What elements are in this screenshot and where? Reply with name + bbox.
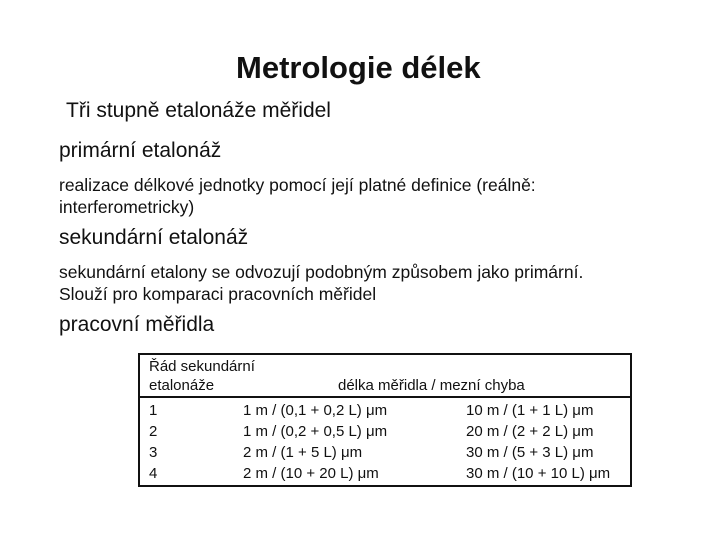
row-length-1: 2 m / (1 + 5 L) μm — [243, 444, 363, 461]
secondary-text-line-1: sekundární etalony se odvozují podobným způsobem jako primární. — [59, 262, 584, 282]
row-length-2: 20 m / (2 + 2 L) μm — [466, 423, 594, 440]
table-row — [140, 444, 630, 465]
header-order-line-1: Řád sekundární — [149, 358, 255, 375]
row-order: 1 — [149, 402, 158, 419]
row-order: 4 — [149, 465, 158, 482]
working-heading: pracovní měřidla — [59, 313, 215, 336]
row-order: 3 — [149, 444, 158, 461]
subtitle: Tři stupně etalonáže měřidel — [66, 99, 331, 122]
table-row — [140, 423, 630, 444]
row-length-2: 30 m / (10 + 10 L) μm — [466, 465, 611, 482]
calibration-table — [138, 353, 632, 487]
row-length-2: 30 m / (5 + 3 L) μm — [466, 444, 594, 461]
page-title: Metrologie délek — [236, 50, 481, 85]
header-length-error: délka měřidla / mezní chyba — [338, 377, 525, 394]
row-length-1: 2 m / (10 + 20 L) μm — [243, 465, 379, 482]
table-row — [140, 465, 630, 486]
row-order: 2 — [149, 423, 158, 440]
row-length-1: 1 m / (0,1 + 0,2 L) μm — [243, 402, 388, 419]
secondary-text-line-2: Slouží pro komparaci pracovních měřidel — [59, 284, 377, 304]
primary-heading: primární etalonáž — [59, 139, 222, 162]
secondary-heading: sekundární etalonáž — [59, 226, 249, 249]
row-length-2: 10 m / (1 + 1 L) μm — [466, 402, 594, 419]
row-length-1: 1 m / (0,2 + 0,5 L) μm — [243, 423, 388, 440]
primary-text-line-1: realizace délkové jednotky pomocí její platné definice (reálně: — [59, 175, 536, 195]
table-header — [140, 355, 630, 398]
primary-text-line-2: interferometricky) — [59, 197, 195, 217]
table-row — [140, 402, 630, 423]
header-order-line-2: etalonáže — [149, 377, 215, 394]
